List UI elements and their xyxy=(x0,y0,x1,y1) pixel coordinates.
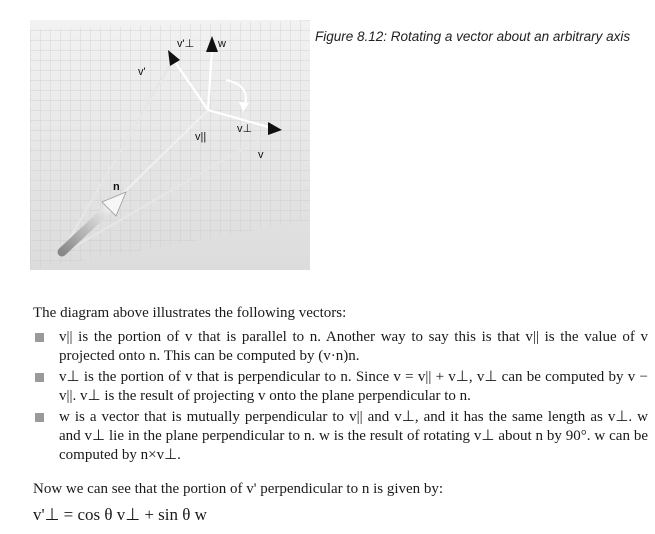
label-n: n xyxy=(113,181,120,193)
figure-caption: Figure 8.12: Rotating a vector about an arbitrary axis xyxy=(315,29,631,44)
label-w: w xyxy=(218,38,226,50)
list-item-w xyxy=(33,408,648,465)
bullet-square xyxy=(35,333,44,342)
bullet-square xyxy=(35,413,44,422)
label-v: v xyxy=(258,149,264,161)
intro-paragraph: The diagram above illustrates the following vectors: xyxy=(33,305,347,321)
list-item-v-par xyxy=(33,328,648,366)
list-item-text: w is a vector that is mutually perpendicular to v|| and v⊥, and it has the same length as v⊥. w and v⊥ lie in the plane perpendicular to n. w is the result of rotating v⊥ about n by 90°. w can be computed by n×v⊥. xyxy=(59,409,648,463)
bullet-square xyxy=(35,373,44,382)
label-v-perp: v⊥ xyxy=(237,123,253,135)
list-item-v-perp xyxy=(33,368,648,406)
label-v-prime-perp: v'⊥ xyxy=(177,38,195,50)
list-item-text: v|| is the portion of v that is parallel to n. Another way to say this is that v|| is the value of v projected onto n. This can be computed by (v·n)n. xyxy=(59,329,648,364)
rotation-diagram xyxy=(30,20,310,270)
vector-list xyxy=(33,328,648,467)
label-v-prime: v' xyxy=(138,66,146,78)
label-v-par: v|| xyxy=(195,131,207,143)
conclusion-paragraph: Now we can see that the portion of v' perpendicular to n is given by: xyxy=(33,481,444,497)
rotation-formula: v'⊥ = cos θ v⊥ + sin θ w xyxy=(33,505,207,524)
list-item-text: v⊥ is the portion of v that is perpendicular to n. Since v = v|| + v⊥, v⊥ can be computed by v − v||. v⊥ is the result of projecting v onto the plane perpendicular to n. xyxy=(59,369,648,404)
